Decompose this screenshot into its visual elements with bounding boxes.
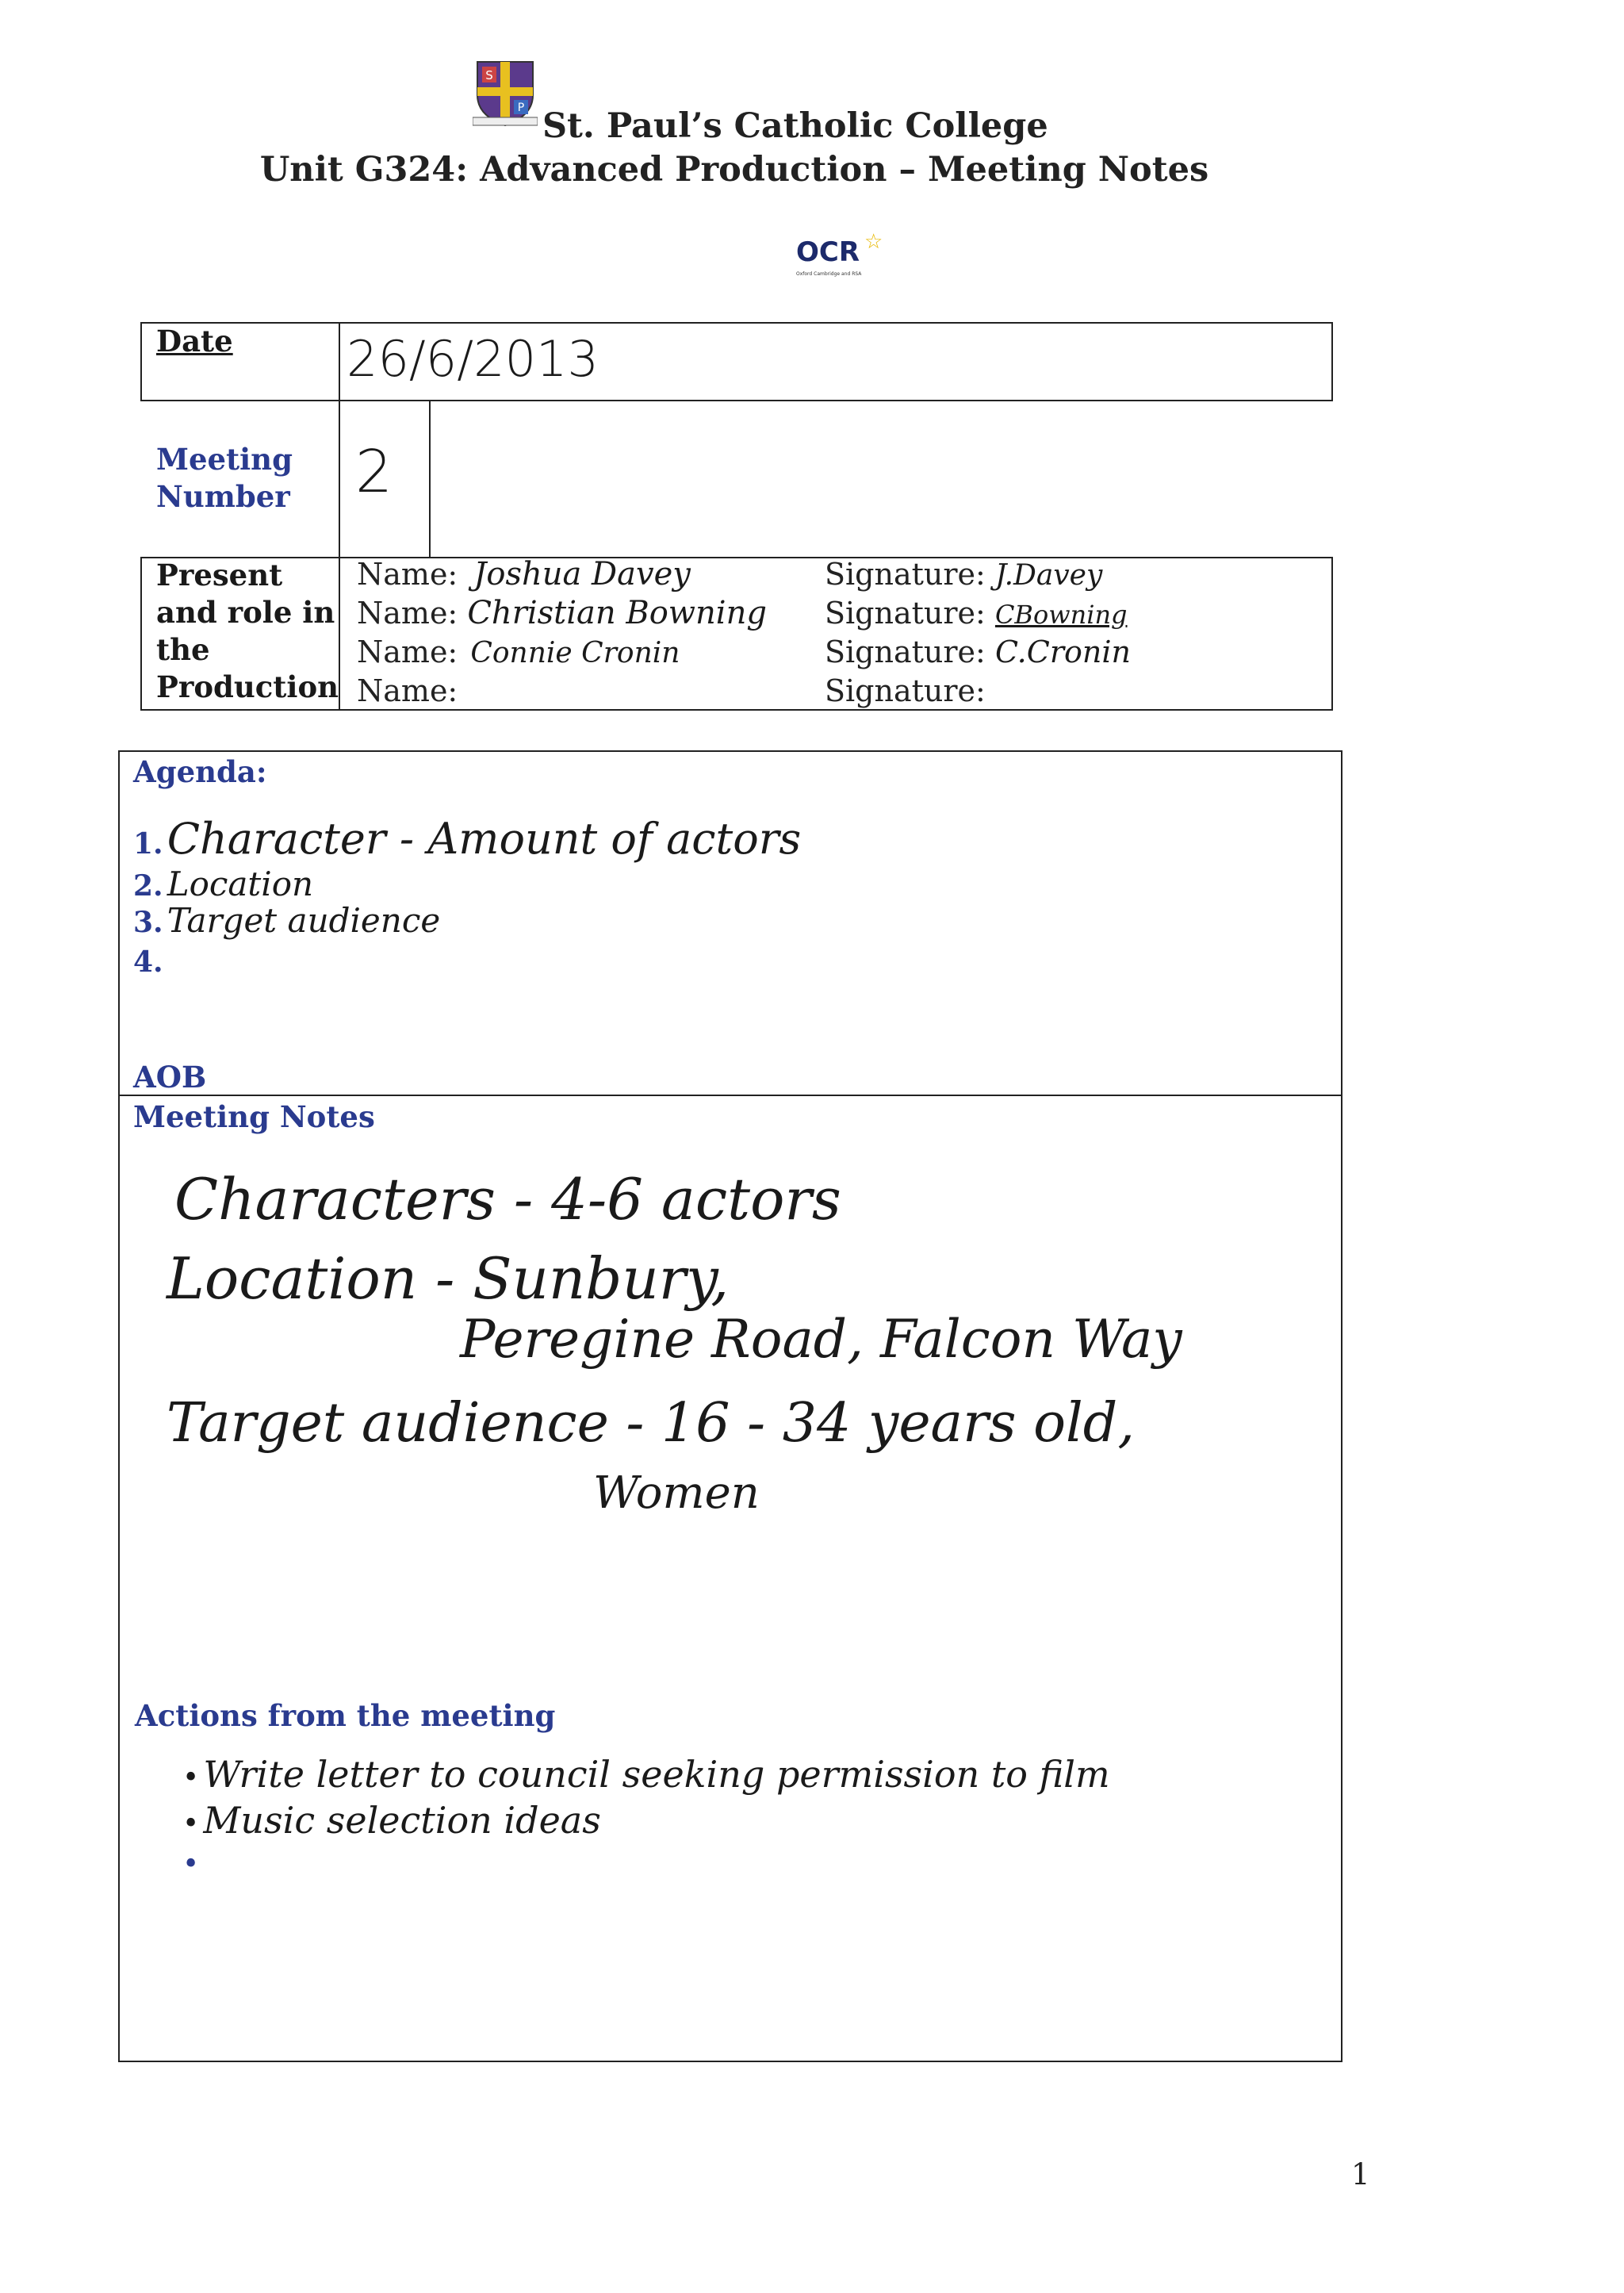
attendee-signature-row — [825, 555, 1102, 595]
action-bullet: • — [182, 1848, 200, 1881]
action-item — [182, 1848, 199, 1881]
name-prefix: Name: — [357, 635, 458, 669]
page-number: 1 — [1351, 2157, 1370, 2191]
meeting-label-line-2: Number — [156, 479, 290, 514]
attendee-signature: C.Cronin — [994, 635, 1131, 669]
signature-prefix: Signature: — [825, 673, 986, 708]
attendee-signature-row — [825, 594, 1128, 634]
agenda-item-number: 3. — [133, 906, 163, 939]
crest-letter-s: S — [485, 68, 493, 82]
attendee-name: Connie Cronin — [470, 637, 680, 669]
note-line: Location - Sunbury, — [167, 1245, 730, 1312]
agenda-item — [133, 814, 801, 864]
note-line: Characters - 4-6 actors — [174, 1166, 841, 1233]
action-bullet: • — [182, 1762, 200, 1794]
present-label-line-1: Present — [156, 558, 283, 592]
school-name: St. Paul’s Catholic College — [542, 106, 1048, 146]
agenda-item-text: Character - Amount of actors — [167, 814, 802, 864]
agenda-item — [133, 901, 440, 940]
attendee-name: Joshua Davey — [473, 556, 691, 592]
aob-label: AOB — [133, 1060, 207, 1095]
action-item-text: Write letter to council seeking permission to film — [203, 1753, 1110, 1796]
attendee-row — [357, 633, 680, 673]
action-item — [182, 1753, 1110, 1796]
school-crest-logo — [473, 59, 538, 128]
ocr-tagline: Oxford Cambridge and RSA — [796, 271, 862, 277]
agenda-heading: Agenda: — [133, 754, 267, 789]
present-label — [156, 557, 339, 706]
attendee-signature-row — [825, 672, 986, 710]
agenda-item — [133, 945, 163, 979]
meeting-number-label — [156, 441, 293, 516]
date-value: 26/6/2013 — [347, 330, 599, 388]
present-label-line-3: the — [156, 632, 210, 667]
attendee-name: Christian Bowning — [467, 595, 767, 631]
name-prefix: Name: — [357, 596, 458, 631]
signature-prefix: Signature: — [825, 635, 986, 669]
document-title: Unit G324: Advanced Production – Meeting Notes — [259, 150, 1209, 190]
attendee-signature-row — [825, 633, 1131, 671]
name-prefix: Name: — [357, 557, 458, 592]
meeting-number-value: 2 — [355, 438, 393, 506]
action-item-text: Music selection ideas — [203, 1799, 601, 1842]
ocr-logo — [790, 230, 893, 282]
agenda-item — [133, 865, 313, 903]
name-prefix: Name: — [357, 673, 458, 708]
agenda-item-text: Target audience — [167, 901, 441, 940]
note-line: Target audience - 16 - 34 years old, — [167, 1392, 1135, 1455]
ocr-logo-text: OCR — [796, 236, 860, 268]
date-label: Date — [156, 324, 233, 359]
agenda-item-number: 1. — [133, 827, 163, 861]
attendee-signature: J.Davey — [994, 559, 1103, 592]
meeting-notes-box — [118, 1095, 1342, 2062]
agenda-item-number: 4. — [133, 945, 163, 979]
note-line: Peregine Road, Falcon Way — [460, 1309, 1182, 1370]
signature-prefix: Signature: — [825, 596, 986, 631]
agenda-item-number: 2. — [133, 869, 163, 903]
meeting-notes-heading: Meeting Notes — [133, 1099, 375, 1134]
crest-letter-p: P — [517, 102, 525, 114]
ocr-star-icon: ☆ — [864, 230, 883, 254]
signature-prefix: Signature: — [825, 557, 986, 592]
date-meeting-table — [140, 322, 1333, 401]
actions-heading: Actions from the meeting — [135, 1698, 556, 1733]
attendee-signature: CBowning — [994, 600, 1128, 630]
attendee-row — [357, 672, 458, 710]
attendee-row — [357, 594, 767, 632]
meeting-label-line-1: Meeting — [156, 442, 293, 477]
attendee-row — [357, 555, 691, 593]
action-item — [182, 1799, 601, 1842]
note-line: Women — [593, 1467, 760, 1519]
present-label-line-4: Production — [156, 669, 339, 704]
present-label-line-2: and role in — [156, 595, 335, 630]
agenda-item-text: Location — [167, 865, 314, 903]
action-bullet: • — [182, 1808, 200, 1840]
